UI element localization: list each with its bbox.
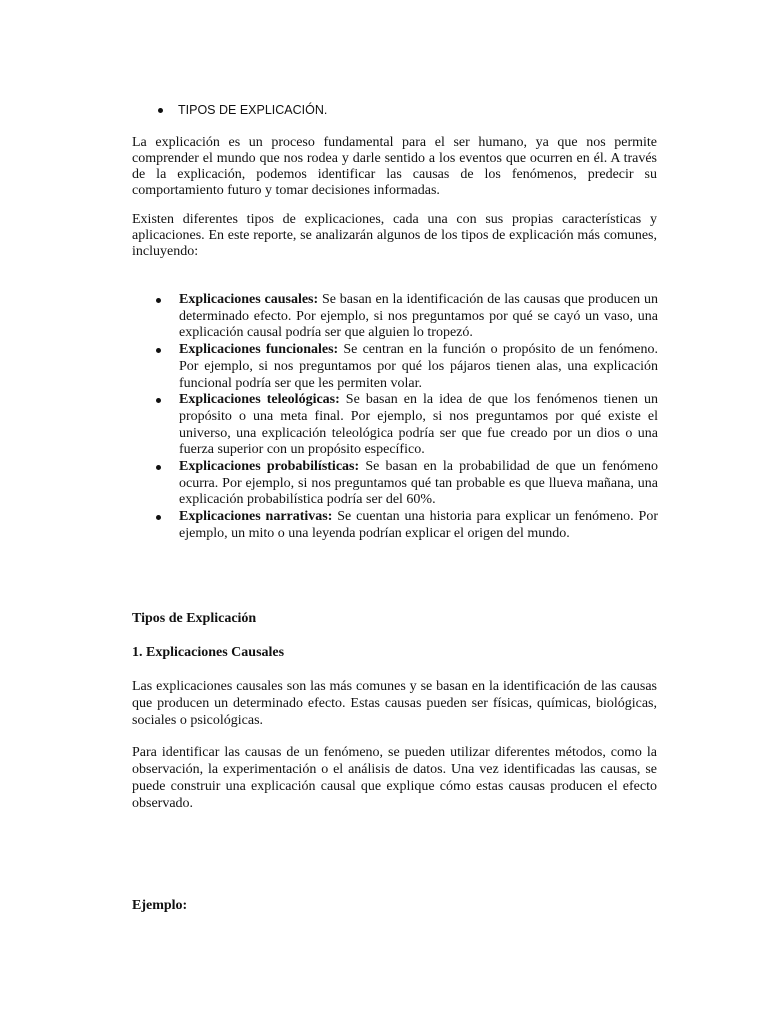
list-item-term: Explicaciones causales:	[179, 292, 319, 307]
example-heading: Ejemplo:	[132, 898, 188, 913]
subsection-title: 1. Explicaciones Causales	[132, 645, 285, 660]
explanation-types-list	[155, 292, 658, 543]
list-item-term: Explicaciones narrativas:	[179, 509, 333, 525]
bullet-dot	[156, 348, 161, 353]
section-title: Tipos de Explicación	[132, 611, 257, 626]
bullet-dot	[156, 465, 161, 470]
intro-paragraph-1: La explicación es un proceso fundamental para el ser humano, ya que nos permite comprender el mundo que nos rodea y darle sentido a los eventos que ocurren en él. A través de la explicación, podemos identificar las causas de los fenómenos, predecir su comportamiento futuro y tomar decisiones informadas.	[132, 135, 657, 198]
list-item	[155, 509, 658, 542]
list-item	[155, 292, 658, 342]
list-item	[155, 392, 658, 459]
intro-bullet-text: TIPOS DE EXPLICACIÓN.	[178, 103, 328, 117]
list-item	[155, 459, 658, 509]
causal-paragraph-2: Para identificar las causas de un fenómeno, se pueden utilizar diferentes métodos, como la observación, la experimentación o el análisis de datos. Una vez identificadas las causas, se puede construir una explicación causal que explique cómo estas causas producen el efecto observado.	[132, 745, 657, 811]
causal-paragraph-1: Las explicaciones causales son las más comunes y se basan en la identificación de las causas que producen un determinado efecto. Estas causas pueden ser físicas, químicas, biológicas, sociales o psicológicas.	[132, 679, 657, 728]
list-item-text: Se basan en la identificación de las causas que producen un determinado efecto. Por ejemplo, si nos preguntamos por qué se cayó un vaso, una explicación causal podría ser que alguien lo tropezó.	[179, 292, 658, 341]
bullet-dot	[156, 398, 161, 403]
list-item-text: Se cuentan una historia para explicar un fenómeno. Por ejemplo, un mito o una leyenda podrían explicar el origen del mundo.	[179, 509, 658, 541]
list-item-text: Se basan en la probabilidad de que un fenómeno ocurra. Por ejemplo, si nos preguntamos qué tan probable es que llueva mañana, una explicación probabilística podría ser del 60%.	[179, 459, 659, 508]
bullet-dot	[156, 515, 161, 520]
intro-bullet	[158, 103, 327, 117]
list-item-term: Explicaciones teleológicas:	[179, 392, 340, 408]
intro-paragraph-2: Existen diferentes tipos de explicaciones, cada una con sus propias características y aplicaciones. En este reporte, se analizarán algunos de los tipos de explicación más comunes, incluyendo:	[132, 212, 657, 259]
list-item-term: Explicaciones probabilísticas:	[179, 459, 360, 475]
bullet-dot	[156, 298, 161, 303]
list-item	[155, 342, 658, 392]
bullet-dot	[158, 108, 163, 113]
list-item-text: Se centran en la función o propósito de un fenómeno. Por ejemplo, si nos preguntamos por qué los pájaros tienen alas, una explicación funcional podría ser que les permiten volar.	[179, 342, 658, 391]
list-item-text: Se basan en la idea de que los fenómenos tienen un propósito o una meta final. Por ejemplo, si nos preguntamos por qué existe el universo, una explicación teleológica podría ser que fue creado por un dios o una fuerza superior con un propósito específico.	[179, 392, 658, 458]
list-item-term: Explicaciones funcionales:	[179, 342, 339, 358]
